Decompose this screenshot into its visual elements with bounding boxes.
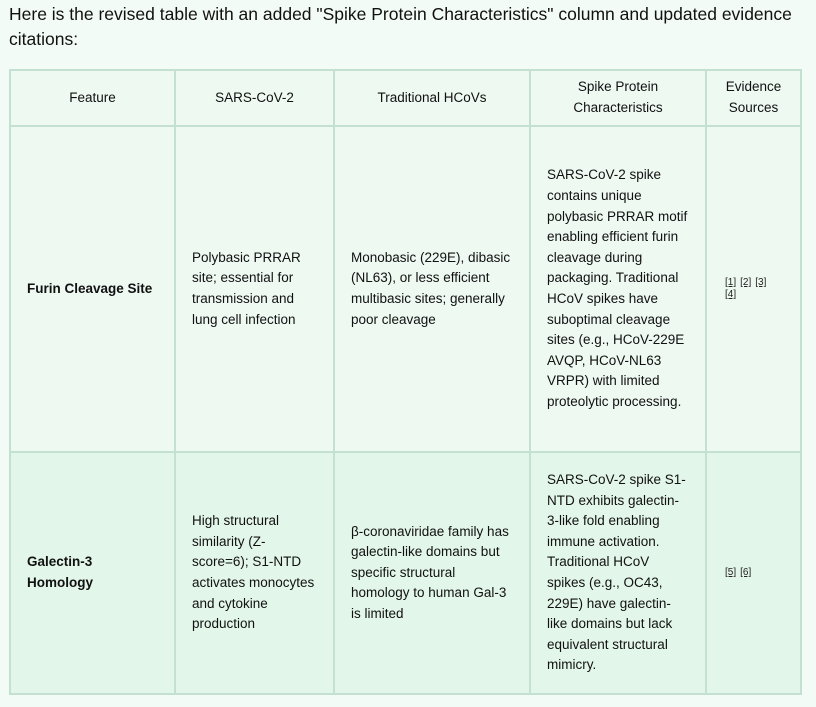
citation-link[interactable]: [1] bbox=[725, 277, 737, 288]
table-header-row bbox=[10, 70, 801, 126]
cell-sars-cov-2: Polybasic PRRAR site; essential for transmission and lung cell infection bbox=[175, 126, 334, 452]
table-row bbox=[10, 452, 801, 694]
citation-link[interactable]: [6] bbox=[740, 567, 752, 578]
header-feature: Feature bbox=[10, 70, 175, 126]
cell-feature: Galectin-3 Homology bbox=[10, 452, 175, 694]
header-evidence-sources: Evidence Sources bbox=[706, 70, 801, 126]
header-traditional-hcovs: Traditional HCoVs bbox=[334, 70, 530, 126]
cell-spike: SARS-CoV-2 spike S1-NTD exhibits galectin-3-like fold enabling immune activation. Traditional HCoV spikes (e.g., OC43, 229E) have galectin-like domains but lack equivalent structural mimicry. bbox=[530, 452, 706, 694]
comparison-table-container bbox=[9, 69, 800, 695]
cell-feature: Furin Cleavage Site bbox=[10, 126, 175, 452]
intro-text: Here is the revised table with an added "Spike Protein Characteristics" column and updated evidence citations: bbox=[9, 4, 792, 49]
cell-traditional: β-coronaviridae family has galectin-like domains but specific structural homology to human Gal-3 is limited bbox=[334, 452, 530, 694]
comparison-table bbox=[9, 69, 802, 695]
cell-citations bbox=[706, 126, 801, 452]
cell-citations bbox=[706, 452, 801, 694]
citation-link[interactable]: [3] bbox=[755, 277, 767, 288]
header-sars-cov-2: SARS-CoV-2 bbox=[175, 70, 334, 126]
table-row bbox=[10, 126, 801, 452]
citation-link[interactable]: [5] bbox=[725, 567, 737, 578]
citation-link[interactable]: [4] bbox=[725, 289, 737, 300]
header-spike-protein: Spike Protein Characteristics bbox=[530, 70, 706, 126]
cell-sars-cov-2: High structural similarity (Z-score=6); S1-NTD activates monocytes and cytokine production bbox=[175, 452, 334, 694]
cell-spike: SARS-CoV-2 spike contains unique polybasic PRRAR motif enabling efficient furin cleavage during packaging. Traditional HCoV spikes have suboptimal cleavage sites (e.g., HCoV-229E AVQP, HCoV-NL63 VRPR) with limited proteolytic processing. bbox=[530, 126, 706, 452]
cell-traditional: Monobasic (229E), dibasic (NL63), or less efficient multibasic sites; generally poor cleavage bbox=[334, 126, 530, 452]
citation-link[interactable]: [2] bbox=[740, 277, 752, 288]
